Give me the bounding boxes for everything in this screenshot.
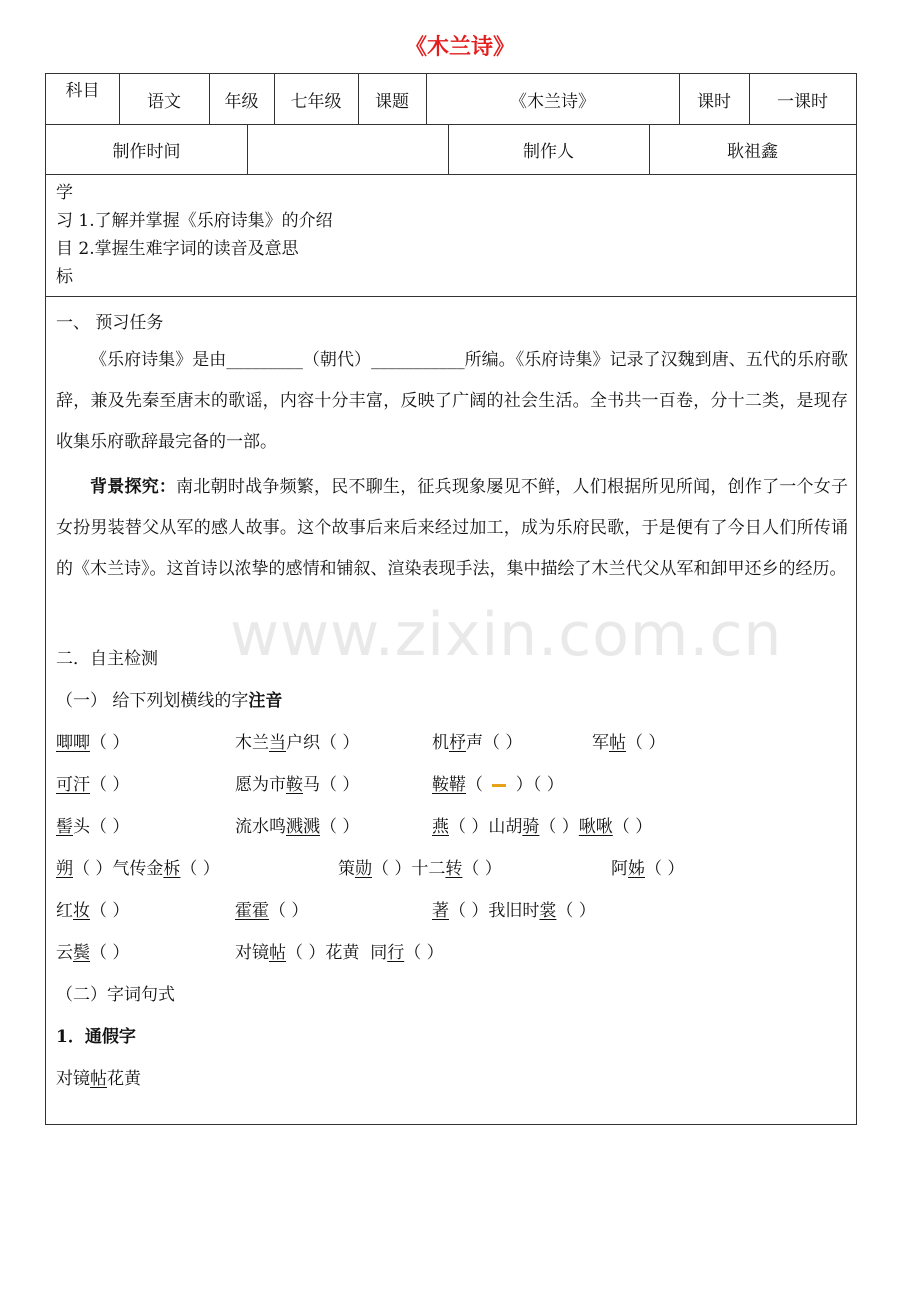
word-item: 红妆（ ） (56, 901, 130, 921)
word-item: 髻头（ ） (56, 817, 130, 837)
author-value: 耿祖鑫 (727, 141, 778, 162)
period-label: 课时 (697, 91, 731, 112)
word-item: 愿为市鞍马（ ） (235, 775, 360, 795)
time-value (247, 124, 448, 174)
word-item: 云鬓（ ） (56, 943, 130, 963)
watermark: www.zixin.com.cn (230, 600, 783, 670)
row-divider (46, 174, 856, 175)
word-item: 鞍鞯（ ）（ ） (432, 775, 564, 795)
goals-side-char: 标 (56, 267, 73, 287)
grade-value: 七年级 (290, 91, 342, 112)
subject-label: 科目 (65, 80, 100, 101)
topic-label: 课题 (375, 91, 409, 112)
section1-heading: 一、 预习任务 (56, 313, 164, 333)
word-item: 策勋（ ）十二转（ ） (338, 859, 502, 879)
tongjiazi-example: 对镜帖花黄 (56, 1069, 141, 1089)
goal-item: 2.掌握生难字词的读音及意思 (78, 239, 299, 259)
subject-value: 语文 (147, 91, 181, 112)
section2-heading: 二．自主检测 (56, 649, 158, 669)
grade-label: 年级 (224, 91, 259, 112)
word-item: 阿姊（ ） (611, 859, 685, 879)
goals-side-char: 习 1.了解并掌握《乐府诗集》的介绍 (56, 211, 333, 231)
word-item: 军帖（ ） (592, 733, 666, 753)
word-item: 机杼声（ ） (432, 733, 523, 753)
intro-paragraph: 《乐府诗集》是由_________（朝代）___________所编。《乐府诗集》记录了汉魏到唐、五代的乐府歌辞，兼及先秦至唐末的歌谣，内容十分丰富，反映了广阔的社会生活。全书共一百卷，分十二类，是现存收集乐府歌辞最完备的一部。 (56, 350, 849, 452)
word-item: 霍霍（ ） (235, 901, 309, 921)
subsection-words: （二）字词句式 (56, 985, 175, 1005)
subsection-phonetic: （一） 给下列划横线的字注音 (56, 691, 283, 711)
word-item: 著（ ）我旧时裳（ ） (432, 901, 596, 921)
highlight-mark (492, 784, 506, 787)
worksheet-table (45, 73, 857, 1125)
row-divider (46, 296, 856, 297)
word-item: 燕（ ）山胡骑（ ）啾啾（ ） (432, 817, 653, 837)
word-item: 对镜帖（ ）花黄 同行（ ） (235, 943, 444, 963)
topic-value: 《木兰诗》 (510, 91, 595, 112)
word-item: 唧唧（ ） (56, 733, 130, 753)
goals-side-char: 目 2.掌握生难字词的读音及意思 (56, 239, 299, 259)
word-item: 流水鸣溅溅（ ） (235, 817, 360, 837)
word-item: 木兰当户织（ ） (235, 733, 360, 753)
author-label: 制作人 (523, 141, 574, 162)
goals-side-char: 学 (56, 183, 73, 203)
period-value: 一课时 (777, 91, 828, 112)
document-title: 《木兰诗》 (404, 34, 515, 60)
goal-item: 1.了解并掌握《乐府诗集》的介绍 (78, 211, 333, 231)
word-item: 可汗（ ） (56, 775, 130, 795)
time-label: 制作时间 (112, 141, 181, 162)
item-tongjiazi: 1．通假字 (56, 1027, 136, 1047)
word-item: 朔（ ）气传金柝（ ） (56, 859, 220, 879)
background-paragraph: 背景探究：南北朝时战争频繁，民不聊生，征兵现象屡见不鲜，人们根据所见所闻，创作了一个女子女扮男装替父从军的感人故事。这个故事后来后来经过加工，成为乐府民歌，于是便有了今日人们所传诵的《木兰诗》。这首诗以浓挚的感情和铺叙、渲染表现手法，集中描绘了木兰代父从军和卸甲还乡的经历。 (56, 477, 849, 579)
